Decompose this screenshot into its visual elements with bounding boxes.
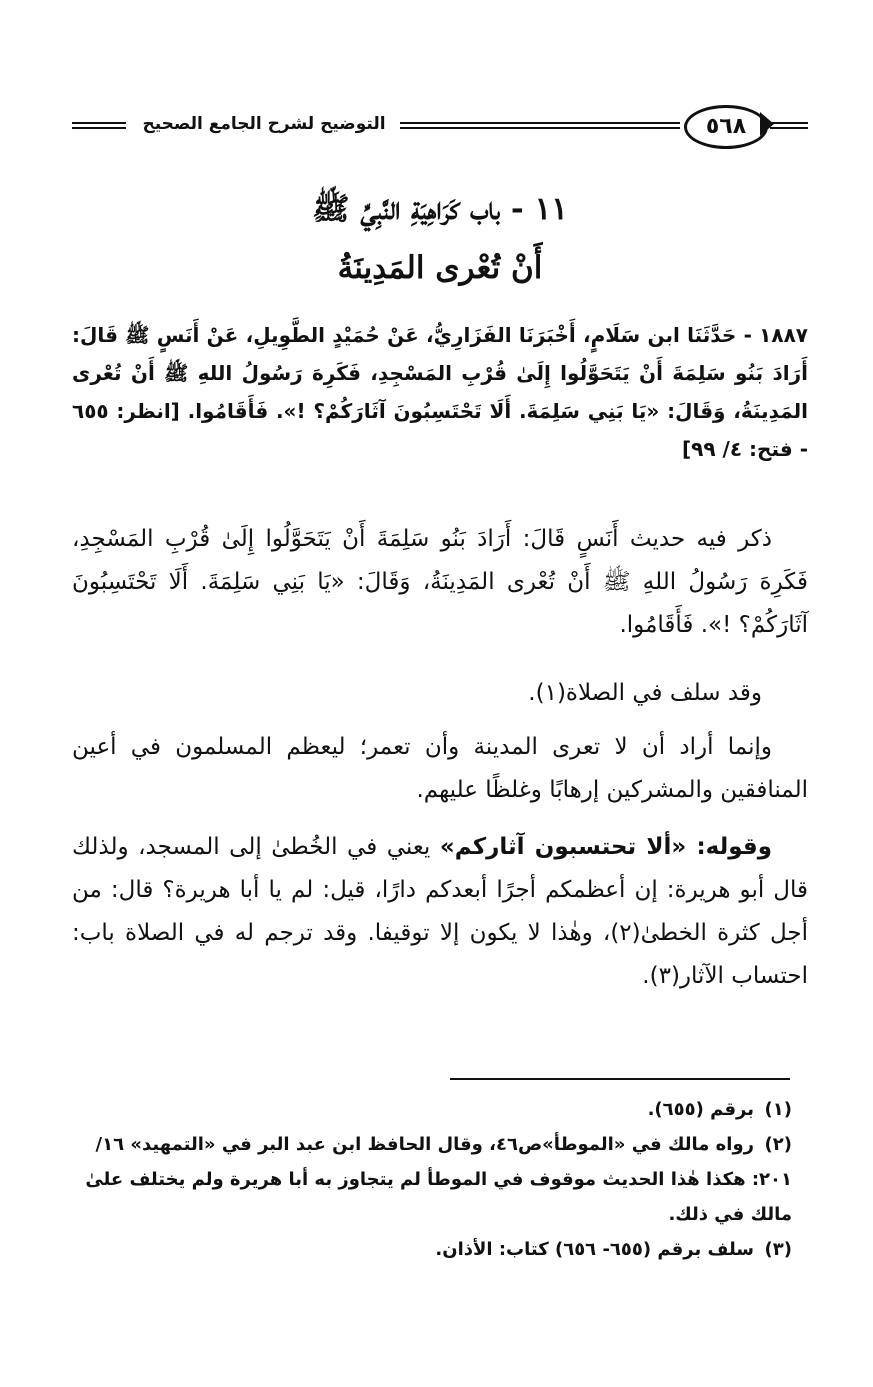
header-rule-left <box>72 122 126 129</box>
footnote-text: برقم (٦٥٥). <box>647 1099 754 1120</box>
footnote-text: سلف برقم (٦٥٥- ٦٥٦) كتاب: الأذان. <box>435 1239 754 1260</box>
header-rule-right <box>770 122 808 129</box>
quoted-phrase: وقوله: «ألا تحتسبون آثاركم» <box>439 834 773 860</box>
commentary-text: يعني في الخُطىٰ إلى المسجد، ولذلك قال أبو هريرة: إن أعظمكم أجرًا أبعدكم دارًا، قيل: لم يا أبا هريرة؟ قال: من أجل كثرة الخطىٰ(٢)، وهٰذا لا يكون إلا توقيفا. وقد ترجم له في الصلاة باب: احتساب الآثار(٣). <box>72 834 808 989</box>
commentary-text: وإنما أراد أن لا تعرى المدينة وأن تعمر؛ ليعظم المسلمون في أعين المنافقين والمشركين إرهابًا وغلظًا عليهم. <box>72 734 808 803</box>
commentary-paragraph <box>72 726 808 812</box>
footnote-separator <box>450 1078 790 1080</box>
footnote <box>72 1232 792 1267</box>
commentary-paragraph: وقد سلف في الصلاة(١). <box>528 680 762 706</box>
footnote-number: (١) <box>764 1099 792 1120</box>
footnotes <box>72 1092 792 1267</box>
footnote-number: (٣) <box>764 1239 792 1260</box>
page-header <box>72 102 808 150</box>
commentary-text: ذكر فيه حديث أَنَسٍ قَالَ: أَرَادَ بَنُو سَلِمَةَ أَنْ يَتَحَوَّلُوا إِلَىٰ قُرْبِ المَسْجِدِ، فَكَرِهَ رَسُولُ اللهِ ﷺ أَنْ تُعْرى المَدِينَةُ، وَقَالَ: «يَا بَنِي سَلِمَةَ. أَلَا تَحْتَسِبُونَ آثَارَكُمْ؟ !». فَأَقَامُوا. <box>72 526 808 638</box>
page-number: ٥٦٨ <box>684 105 768 149</box>
chapter-title-line1: ١١ - باب كَرَاهِيَةِ النَّبِيِّ ﷺ <box>312 191 568 227</box>
commentary-paragraph <box>72 826 808 998</box>
commentary-paragraph <box>72 518 808 647</box>
chapter-title-line2: أَنْ تُعْرى المَدِينَةُ <box>337 250 543 286</box>
running-title: التوضيح لشرح الجامع الصحيح <box>142 114 386 134</box>
header-rule-middle <box>400 122 680 129</box>
footnote <box>72 1092 792 1127</box>
footnote-text: رواه مالك في «الموطأ»ص٤٦، وقال الحافظ ابن عبد البر في «التمهيد» ١٦/ ٢٠١: هكذا هٰذا الحديث موقوف في الموطأ لم يتجاوز به أبا هريرة ولم يختلف علىٰ مالك في ذلك. <box>85 1134 792 1225</box>
footnote <box>72 1127 792 1232</box>
hadith-text: ١٨٨٧ - حَدَّثَنَا ابن سَلَامٍ، أَخْبَرَنَا الفَزَارِيُّ، عَنْ حُمَيْدٍ الطَّوِيلِ، عَنْ أَنَسٍ ﷺ قَالَ: أَرَادَ بَنُو سَلِمَةَ أَنْ يَتَحَوَّلُوا إِلَىٰ قُرْبِ المَسْجِدِ، فَكَرِهَ رَسُولُ اللهِ ﷺ أَنْ تُعْرى المَدِينَةُ، وَقَالَ: «يَا بَنِي سَلِمَةَ. أَلَا تَحْتَسِبُونَ آثَارَكُمْ؟ !». فَأَقَامُوا. [انظر: ٦٥٥ - فتح: ٤/ ٩٩] <box>72 323 808 461</box>
footnote-number: (٢) <box>764 1134 792 1155</box>
